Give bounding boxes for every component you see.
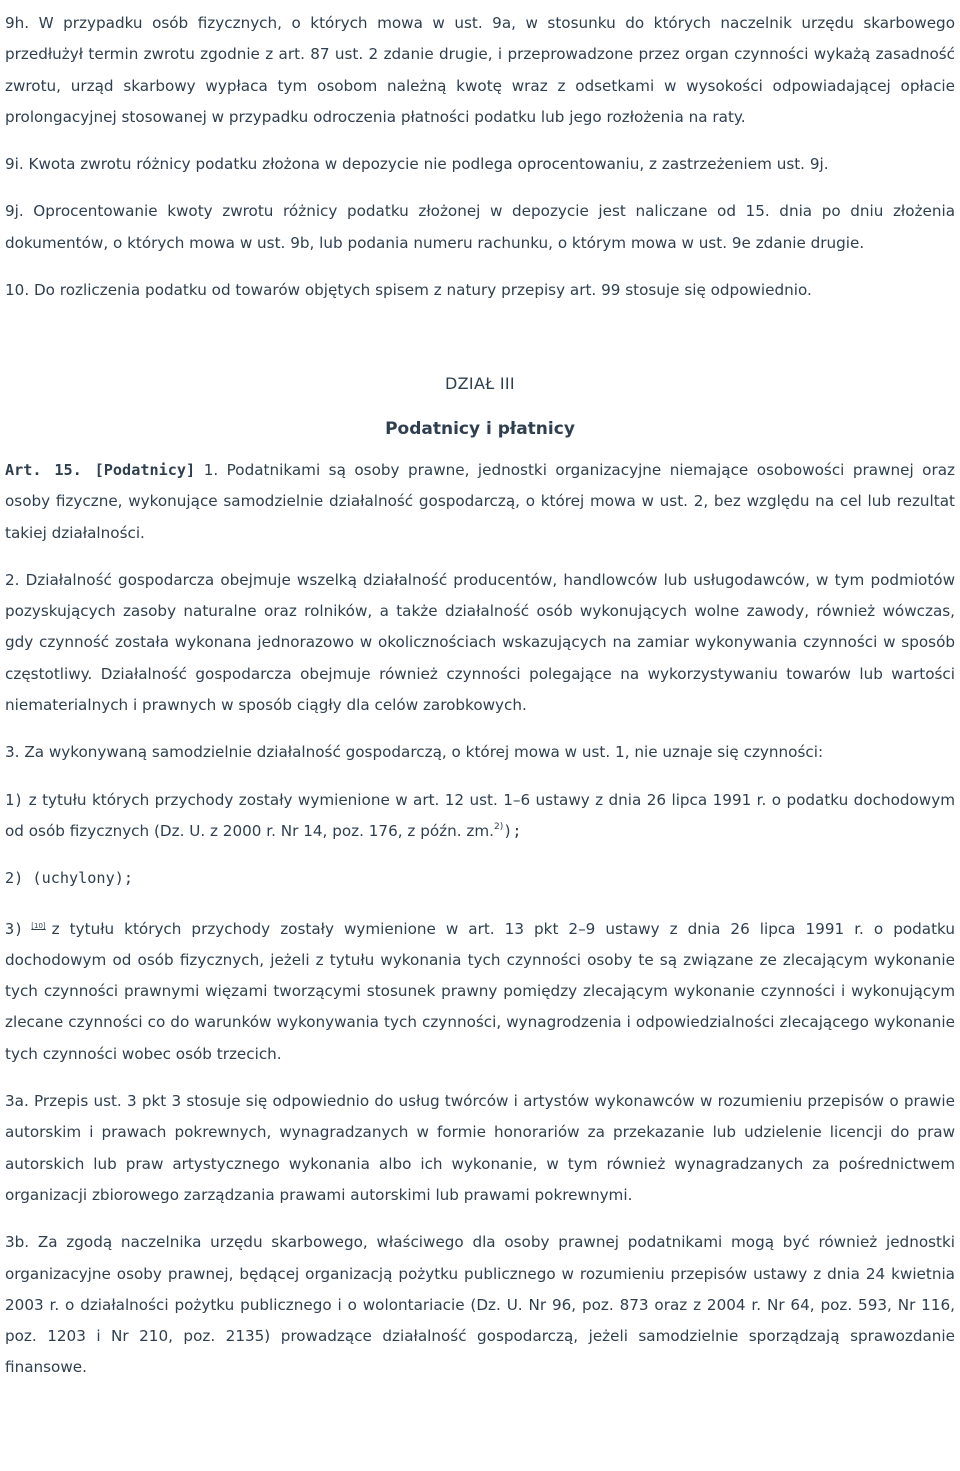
article-15-paragraph-1 [5,455,955,549]
article-15-paragraph-3b: 3b. Za zgodą naczelnika urzędu skarbowego, właściwego dla osoby prawnej podatnikami mogą być również jednostki organizacyjne osoby prawnej, będącej organizacją pożytku publicznego w rozumieniu przepisów ustawy z dnia 24 kwietnia 2003 r. o działalności pożytku publicznego i o wolontariacie (Dz. U. Nr 96, poz. 873 oraz z 2004 r. Nr 64, poz. 593, Nr 116, poz. 1203 i Nr 210, poz. 2135) prowadzące działalność gospodarczą, jeżeli samodzielnie sporządzają sprawozdanie finansowe. [5,1233,955,1377]
point-1-number: 1) [5,790,24,809]
article-15-paragraph-3a: 3a. Przepis ust. 3 pkt 3 stosuje się odpowiednio do usług twórców i artystów wykonawców w rozumieniu przepisów o prawie autorskim i prawach pokrewnych, wynagradzanych w formie honorariów za przekazanie lub udzielenie licencji do praw autorskich lub praw artystycznego wykonania albo ich wykonanie, w tym również wynagradzanych za pośrednictwem organizacji zbiorowego zarządzania prawami autorskimi lub prawami pokrewnymi. [5,1092,955,1204]
section-subtitle: Podatnicy i płatnicy [385,418,575,439]
footnote-ref-10[interactable]: [10] [31,921,46,930]
article-label: Art. 15. [Podatnicy] [5,460,196,479]
section-spacer [5,322,955,368]
document-page [5,8,955,1400]
paragraph-10: 10. Do rozliczenia podatku od towarów objętych spisem z natury przepisy art. 99 stosuje się odpowiednio. [5,281,812,300]
paragraph-9j: 9j. Oprocentowanie kwoty zwrotu różnicy podatku złożonej w depozycie jest naliczane od 15. dnia po dniu złożenia dokumentów, o których mowa w ust. 9b, lub podania numeru rachunku, o którym mowa w ust. 9e zdanie drugie. [5,202,955,252]
point-3-text: z tytułu których przychody zostały wymienione w art. 13 pkt 2–9 ustawy z dnia 26 lipca 1991 r. o podatku dochodowym od osób fizycznych, jeżeli z tytułu wykonania tych czynności osoby te są związane ze zlecającym wykonanie tych czynności prawnymi więzami tworzącymi stosunek prawny pomiędzy zlecającym wykonanie czynności i wykonującym zlecane czynności co do warunków wykonywania tych czynności, wynagrodzenia i odpowiedzialności zlecającego wykonanie tych czynności wobec osób trzecich. [5,919,955,1063]
point-3-number: 3) [5,919,24,938]
article-15-point-2: 2) (uchylony); [5,869,134,888]
paragraph-9i: 9i. Kwota zwrotu różnicy podatku złożona w depozycie nie podlega oprocentowaniu, z zastrzeżeniem ust. 9j. [5,155,829,174]
article-15-point-3 [5,911,955,1070]
point-1-text: z tytułu których przychody zostały wymienione w art. 12 ust. 1–6 ustawy z dnia 26 lipca 1991 r. o podatku dochodowym od osób fizycznych (Dz. U. z 2000 r. Nr 14, poz. 176, z późn. zm. [5,790,955,840]
footnote-2[interactable]: 2) [494,821,504,832]
article-15-point-1 [5,785,955,848]
article-15-paragraph-3: 3. Za wykonywaną samodzielnie działalność gospodarczą, o której mowa w ust. 1, nie uznaje się czynności: [5,743,824,762]
article-15-p1-text: 1. Podatnikami są osoby prawne, jednostki organizacyjne niemające osobowości prawnej oraz osoby fizyczne, wykonujące samodzielnie działalność gospodarczą, o której mowa w ust. 2, bez względu na cel lub rezultat takiej działalności. [5,460,955,542]
section-title: DZIAŁ III [445,374,515,394]
point-1-end: ); [503,821,522,840]
paragraph-9h: 9h. W przypadku osób fizycznych, o których mowa w ust. 9a, w stosunku do których naczelnik urzędu skarbowego przedłużył termin zwrotu zgodnie z art. 87 ust. 2 zdanie drugie, i przeprowadzone przez organ czynności wykażą zasadność zwrotu, urząd skarbowy wypłaca tym osobom należną kwotę wraz z odsetkami w wysokości odpowiadającej opłacie prolongacyjnej stosowanej w przypadku odroczenia płatności podatku lub jego rozłożenia na raty. [5,14,955,126]
article-15-paragraph-2: 2. Działalność gospodarcza obejmuje wszelką działalność producentów, handlowców lub usługodawców, w tym podmiotów pozyskujących zasoby naturalne oraz rolników, a także działalność osób wykonujących wolne zawody, również wówczas, gdy czynność została wykonana jednorazowo w okolicznościach wskazujących na zamiar wykonywania czynności w sposób częstotliwy. Działalność gospodarcza obejmuje również czynności polegające na wykorzystywaniu towarów lub wartości niematerialnych i prawnych w sposób ciągły dla celów zarobkowych. [5,570,955,715]
